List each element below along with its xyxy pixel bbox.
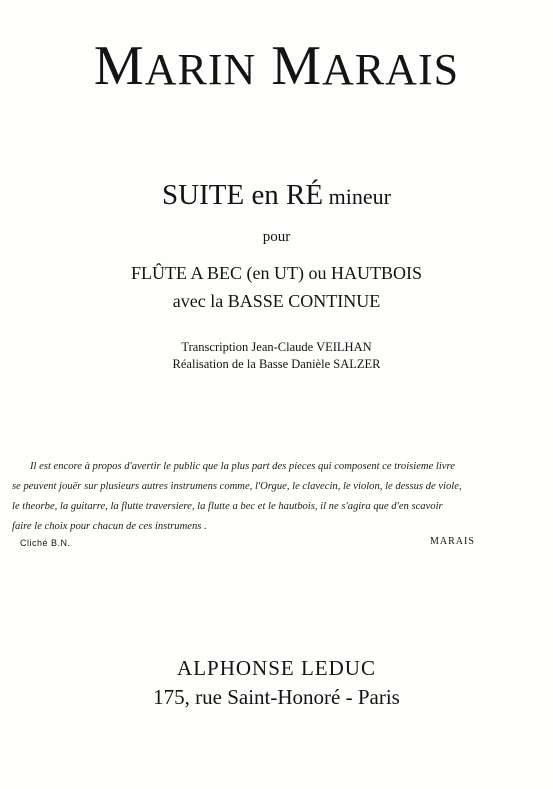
publisher-name: ALPHONSE LEDUC: [177, 656, 376, 680]
handwritten-facsimile: [12, 457, 542, 537]
facsimile-line: le theorbe, la guitarre, la flutte traversiere, la flutte a bec et le hautbois, il ne s'agira que d'en scavoir: [12, 501, 443, 512]
pour-text: pour: [262, 229, 291, 245]
facsimile-line: faire le choix pour chacun de ces instrumens .: [12, 521, 207, 532]
realisation-credit: Réalisation de la Basse Danièle SALZER: [172, 357, 381, 371]
work-title-part-a: SUITE en R: [162, 179, 306, 211]
publisher-address: 175, rue Saint-Honoré - Paris: [153, 685, 400, 709]
transcription-credit: Transcription Jean-Claude VEILHAN: [181, 340, 372, 354]
composer-name: [0, 34, 553, 102]
work-title: [0, 178, 553, 214]
work-title-part-c: mineur: [323, 184, 391, 209]
composer-first-rest: ARIN: [144, 45, 257, 94]
facsimile-line: Il est encore à propos d'avertir le public que la plus part des pieces qui composent ce troisieme livre: [30, 461, 455, 472]
instrumentation: FLÛTE A BEC (en UT) ou HAUTBOIS: [131, 263, 422, 283]
composer-last-rest: ARAIS: [322, 45, 460, 94]
composer-first-initial: M: [93, 35, 145, 97]
signature: MARAIS: [430, 536, 475, 547]
facsimile-line: se peuvent jouër sur plusieurs autres instrumens comme, l'Orgue, le clavecin, le violon, le dessus de viole,: [12, 481, 462, 492]
continuo-line: avec la BASSE CONTINUE: [172, 291, 381, 311]
cliche-source: Cliché B.N.: [20, 538, 71, 548]
composer-last-initial: M: [271, 35, 323, 97]
work-title-part-b: É: [305, 179, 324, 211]
